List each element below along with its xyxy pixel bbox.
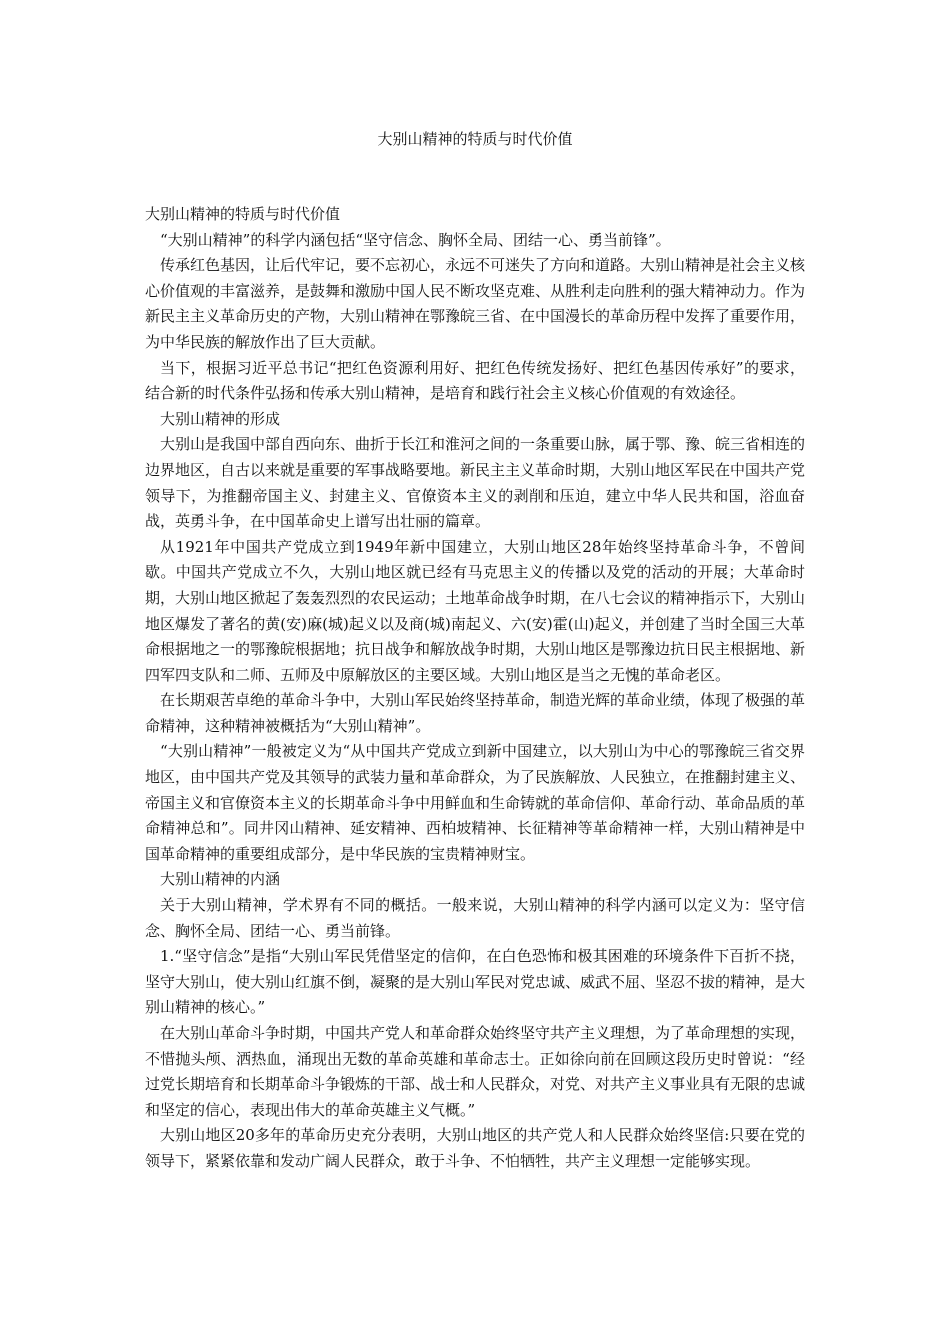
section-heading: 大别山精神的内涵 <box>160 870 281 889</box>
paragraph: 传承红色基因，让后代牢记，要不忘初心，永远不可迷失了方向和道路。大别山精神是社会主义核心价值观的丰富滋养，是鼓舞和激励中国人民不断攻坚克难、从胜利走向胜利的强大精神动力。作为新民主主义革命历史的产物，大别山精神在鄂豫皖三省、在中国漫长的革命历程中发挥了重要作用，为中华民族的解放作出了巨大贡献。 <box>145 256 806 351</box>
paragraph: 从1921年中国共产党成立到1949年新中国建立，大别山地区28年始终坚持革命斗争，不曾间歇。中国共产党成立不久，大别山地区就已经有马克思主义的传播以及党的活动的开展；大革命时期，大别山地区掀起了轰轰烈烈的农民运动；土地革命战争时期，在八七会议的精神指示下，大别山地区爆发了著名的黄(安)麻(城)起义以及商(城)南起义、六(安)霍(山)起义，并创建了当时全国三大革命根据地之一的鄂豫皖根据地；抗日战争和解放战争时期，大别山地区是鄂豫边抗日民主根据地、新四军四支队和二师、五师及中原解放区的主要区域。大别山地区是当之无愧的革命老区。 <box>145 537 806 684</box>
paragraph: 大别山是我国中部自西向东、曲折于长江和淮河之间的一条重要山脉，属于鄂、豫、皖三省相连的边界地区，自古以来就是重要的军事战略要地。新民主主义革命时期，大别山地区军民在中国共产党领导下，为推翻帝国主义、封建主义、官僚资本主义的剥削和压迫，建立中华人民共和国，浴血奋战，英勇斗争，在中国革命史上谱写出壮丽的篇章。 <box>145 435 806 531</box>
paragraph: 当下，根据习近平总书记“把红色资源利用好、把红色传统发扬好、把红色基因传承好”的要求，结合新的时代条件弘扬和传承大别山精神，是培育和践行社会主义核心价值观的有效途径。 <box>145 358 805 403</box>
paragraph: 大别山地区20多年的革命历史充分表明，大别山地区的共产党人和人民群众始终坚信:只要在党的领导下，紧紧依靠和发动广阔人民群众，敢于斗争、不怕牺牲，共产主义理想一定能够实现。 <box>145 1126 805 1170</box>
paragraph: 在大别山革命斗争时期，中国共产党人和革命群众始终坚守共产主义理想，为了革命理想的实现，不惜抛头颅、洒热血，涌现出无数的革命英雄和革命志士。正如徐向前在回顾这段历史时曾说：“经过党长期培育和长期革命斗争锻炼的干部、战士和人民群众，对党、对共产主义事业具有无限的忠诚和坚定的信心，表现出伟大的革命英雄主义气概。” <box>145 1024 806 1119</box>
document-title: 大别山精神的特质与时代价值 <box>377 130 573 148</box>
paragraph: “大别山精神”的科学内涵包括“坚守信念、胸怀全局、团结一心、勇当前锋”。 <box>160 230 671 249</box>
document-body <box>145 202 805 1175</box>
paragraph: 在长期艰苦卓绝的革命斗争中，大别山军民始终坚持革命，制造光辉的革命业绩，体现了极强的革命精神，这种精神被概括为“大别山精神”。 <box>145 691 806 735</box>
paragraph: 1.“坚守信念”是指“大别山军民凭借坚定的信仰，在白色恐怖和极其困难的环境条件下百折不挠，坚守大别山，使大别山红旗不倒，凝聚的是大别山军民对党忠诚、威武不屈、坚忍不拔的精神，是大别山精神的核心。” <box>145 947 806 1017</box>
section-heading: 大别山精神的形成 <box>160 409 281 428</box>
paragraph: “大别山精神”一般被定义为“从中国共产党成立到新中国建立，以大别山为中心的鄂豫皖三省交界地区，由中国共产党及其领导的武装力量和革命群众，为了民族解放、人民独立，在推翻封建主义、帝国主义和官僚资本主义的长期革命斗争中用鲜血和生命铸就的革命信仰、革命行动、革命品质的革命精神总和”。同井冈山精神、延安精神、西柏坡精神、长征精神等革命精神一样，大别山精神是中国革命精神的重要组成部分，是中华民族的宝贵精神财宝。 <box>145 742 806 863</box>
document-page <box>145 0 805 1175</box>
paragraph: 关于大别山精神，学术界有不同的概括。一般来说，大别山精神的科学内涵可以定义为：坚守信念、胸怀全局、团结一心、勇当前锋。 <box>145 896 805 940</box>
subtitle-paragraph: 大别山精神的特质与时代价值 <box>145 205 341 223</box>
